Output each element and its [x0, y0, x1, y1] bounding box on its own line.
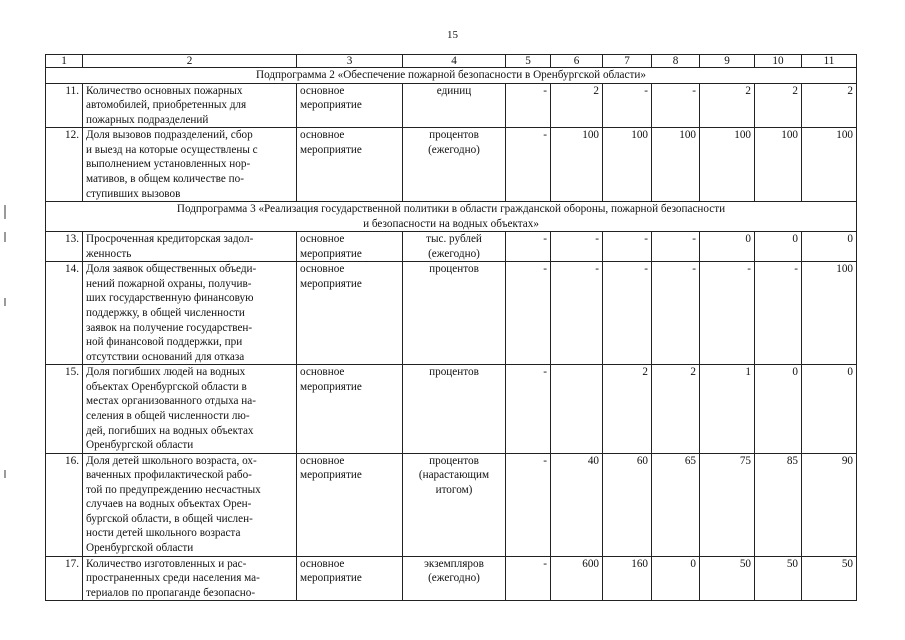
- table-row: [46, 556, 857, 601]
- row-number: 15.: [46, 365, 83, 453]
- activity-type: основное мероприятие: [297, 262, 403, 365]
- value-col-7: 2: [603, 365, 652, 453]
- value-col-9: 2: [700, 83, 755, 128]
- table-row: [46, 453, 857, 556]
- subprogram-title: Подпрограмма 3 «Реализация государственной политики в области гражданской обороны, пожарной безопасности и безопасности на водных объектах»: [46, 202, 857, 232]
- column-number: 7: [603, 55, 652, 68]
- column-number: 10: [755, 55, 802, 68]
- indicator-name: Количество основных пожарных автомобилей, приобретенных для пожарных подразделений: [83, 83, 297, 128]
- value-col-11: 100: [802, 128, 857, 202]
- value-col-5: -: [506, 232, 551, 262]
- row-number: 17.: [46, 556, 83, 601]
- value-col-6: 2: [551, 83, 603, 128]
- column-number: 6: [551, 55, 603, 68]
- value-col-11: 0: [802, 365, 857, 453]
- column-number: 4: [403, 55, 506, 68]
- value-col-8: 2: [652, 365, 700, 453]
- activity-type: основное мероприятие: [297, 453, 403, 556]
- column-number-row: [46, 55, 857, 68]
- scan-edge-mark: [4, 298, 6, 306]
- value-col-11: 100: [802, 262, 857, 365]
- value-col-8: -: [652, 232, 700, 262]
- value-col-7: -: [603, 232, 652, 262]
- value-col-8: 100: [652, 128, 700, 202]
- column-number: 3: [297, 55, 403, 68]
- value-col-6: 600: [551, 556, 603, 601]
- value-col-10: 0: [755, 232, 802, 262]
- indicator-name: Количество изготовленных и рас- пространенных среди населения ма- териалов по пропаганде безопасно-: [83, 556, 297, 601]
- value-col-9: 100: [700, 128, 755, 202]
- value-col-6: 40: [551, 453, 603, 556]
- row-number: 11.: [46, 83, 83, 128]
- value-col-5: -: [506, 365, 551, 453]
- column-number: 8: [652, 55, 700, 68]
- column-number: 5: [506, 55, 551, 68]
- unit-of-measure: тыс. рублей (ежегодно): [403, 232, 506, 262]
- value-col-7: 60: [603, 453, 652, 556]
- table-row: [46, 83, 857, 128]
- table-row: [46, 128, 857, 202]
- value-col-9: 75: [700, 453, 755, 556]
- indicator-name: Доля вызовов подразделений, сбор и выезд на которые осуществлены с выполнением установленных нор- мативов, в общем количестве по- ступивших вызовов: [83, 128, 297, 202]
- unit-of-measure: процентов: [403, 365, 506, 453]
- value-col-11: 50: [802, 556, 857, 601]
- value-col-6: -: [551, 262, 603, 365]
- indicator-name: Доля детей школьного возраста, ох- ваченных профилактической рабо- той по предупреждению несчастных случаев на водных объектах Орен- бургской области, в общей числен- ности детей школьного возраста Оренбургской области: [83, 453, 297, 556]
- row-number: 14.: [46, 262, 83, 365]
- table-row: [46, 365, 857, 453]
- value-col-9: -: [700, 262, 755, 365]
- indicator-name: Просроченная кредиторская задол- женность: [83, 232, 297, 262]
- value-col-11: 90: [802, 453, 857, 556]
- unit-of-measure: процентов (ежегодно): [403, 128, 506, 202]
- value-col-8: 0: [652, 556, 700, 601]
- column-number: 2: [83, 55, 297, 68]
- column-number: 9: [700, 55, 755, 68]
- value-col-9: 0: [700, 232, 755, 262]
- activity-type: основное мероприятие: [297, 365, 403, 453]
- page-number: 15: [447, 29, 458, 41]
- value-col-5: -: [506, 128, 551, 202]
- unit-of-measure: процентов (нарастающим итогом): [403, 453, 506, 556]
- table-row: [46, 262, 857, 365]
- unit-of-measure: процентов: [403, 262, 506, 365]
- value-col-9: 1: [700, 365, 755, 453]
- value-col-11: 2: [802, 83, 857, 128]
- value-col-5: -: [506, 83, 551, 128]
- activity-type: основное мероприятие: [297, 128, 403, 202]
- value-col-10: 100: [755, 128, 802, 202]
- value-col-10: 50: [755, 556, 802, 601]
- value-col-8: 65: [652, 453, 700, 556]
- column-number: 1: [46, 55, 83, 68]
- subprogram-row: [46, 202, 857, 232]
- value-col-6: -: [551, 232, 603, 262]
- value-col-5: -: [506, 453, 551, 556]
- value-col-8: -: [652, 262, 700, 365]
- value-col-5: -: [506, 262, 551, 365]
- indicator-name: Доля погибших людей на водных объектах Оренбургской области в местах организованного отдыха на- селения в общей численности лю- дей, погибших на водных объектах Оренбургской области: [83, 365, 297, 453]
- value-col-10: 0: [755, 365, 802, 453]
- indicators-table: [45, 54, 857, 601]
- row-number: 16.: [46, 453, 83, 556]
- value-col-10: 2: [755, 83, 802, 128]
- activity-type: основное мероприятие: [297, 232, 403, 262]
- value-col-7: 160: [603, 556, 652, 601]
- row-number: 13.: [46, 232, 83, 262]
- column-number: 11: [802, 55, 857, 68]
- subprogram-row: [46, 68, 857, 84]
- row-number: 12.: [46, 128, 83, 202]
- activity-type: основное мероприятие: [297, 556, 403, 601]
- value-col-6: 100: [551, 128, 603, 202]
- unit-of-measure: единиц: [403, 83, 506, 128]
- value-col-6: [551, 365, 603, 453]
- unit-of-measure: экземпляров (ежегодно): [403, 556, 506, 601]
- value-col-9: 50: [700, 556, 755, 601]
- indicator-name: Доля заявок общественных объеди- нений пожарной охраны, получив- ших государственную финансовую поддержку, в общей численности заявок на получение государствен- ной финансовой поддержки, при отсутствии оснований для отказа: [83, 262, 297, 365]
- scan-edge-mark: [4, 470, 6, 478]
- activity-type: основное мероприятие: [297, 83, 403, 128]
- value-col-7: -: [603, 83, 652, 128]
- value-col-11: 0: [802, 232, 857, 262]
- value-col-5: -: [506, 556, 551, 601]
- value-col-7: 100: [603, 128, 652, 202]
- value-col-10: -: [755, 262, 802, 365]
- scan-edge-mark: [4, 232, 6, 242]
- subprogram-title: Подпрограмма 2 «Обеспечение пожарной безопасности в Оренбургской области»: [46, 68, 857, 84]
- scan-edge-mark: [4, 205, 6, 219]
- value-col-10: 85: [755, 453, 802, 556]
- value-col-8: -: [652, 83, 700, 128]
- value-col-7: -: [603, 262, 652, 365]
- table-row: [46, 232, 857, 262]
